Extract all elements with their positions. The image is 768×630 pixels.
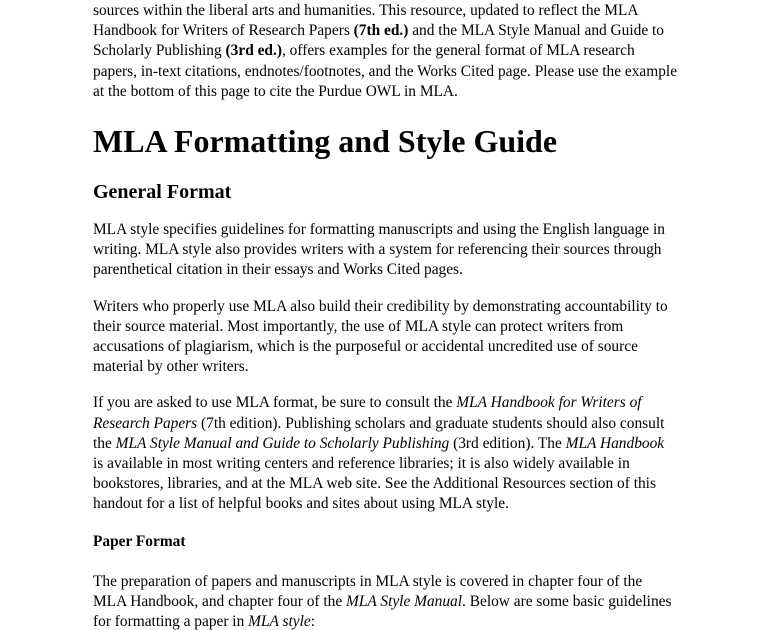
general-format-paragraph-1: MLA style specifies guidelines for formatting manuscripts and using the English language in writing. MLA style also provides writers with a system for referencing their sources through parenthetical citation in their essays and Works Cited pages. <box>93 221 665 279</box>
mla-handbook-title: MLA Handbook for Writers of Research Papers <box>93 394 642 432</box>
intro-text-3: , offers examples for the general format of MLA research papers, in-text citations, endnotes/footnotes, and the Works Cited page. Please use the example at the bottom of this page to cite the Purdue OWL in MLA. <box>93 42 678 100</box>
paper-format-paragraph-1 <box>93 572 678 630</box>
edition-3rd: (3rd ed.) <box>225 42 282 60</box>
pf-text-1: The preparation of papers and manuscripts in MLA style is covered in chapter four of the MLA Handbook, and chapter four of the <box>93 572 643 610</box>
p3-text-1: If you are asked to use MLA format, be sure to consult the <box>93 394 457 412</box>
page-title: MLA Formatting and Style Guide <box>93 123 558 160</box>
general-format-paragraph-3 <box>93 393 678 514</box>
intro-text-1: sources within the liberal arts and humanities. This resource, updated to reflect the MLA Handbook for Writers of Research Papers <box>93 2 638 40</box>
p3-text-4: is available in most writing centers and reference libraries; it is also widely available in bookstores, libraries, and at the MLA web site. See the Additional Resources section of this handout for a list of helpful books and sites about using MLA style. <box>93 455 656 513</box>
pf-text-3: : <box>310 613 315 630</box>
p3-text-3: (3rd edition). The <box>449 434 566 452</box>
mla-style-ref: MLA style <box>248 613 311 630</box>
general-format-heading: General Format <box>93 181 232 204</box>
p3-text-2: (7th edition). Publishing scholars and graduate students should also consult the <box>93 414 665 452</box>
mla-style-manual-ref: MLA Style Manual <box>346 592 463 610</box>
pf-text-2: . Below are some basic guidelines for formatting a paper in <box>93 592 672 630</box>
intro-paragraph <box>93 1 678 102</box>
general-format-paragraph-2: Writers who properly use MLA also build their credibility by demonstrating accountability to their source material. Most importantly, the use of MLA style can protect writers from accusations of plagiarism, which is the purposeful or accidental uncredited use of source material by other writers. <box>93 297 668 376</box>
paper-format-heading: Paper Format <box>93 532 186 550</box>
mla-style-manual-title: MLA Style Manual and Guide to Scholarly Publishing <box>115 434 450 452</box>
intro-text-2: and the MLA Style Manual and Guide to Scholarly Publishing <box>93 22 664 60</box>
document-content <box>93 1 678 630</box>
edition-7th: (7th ed.) <box>353 22 409 40</box>
mla-handbook-short-title: MLA Handbook <box>565 434 665 452</box>
